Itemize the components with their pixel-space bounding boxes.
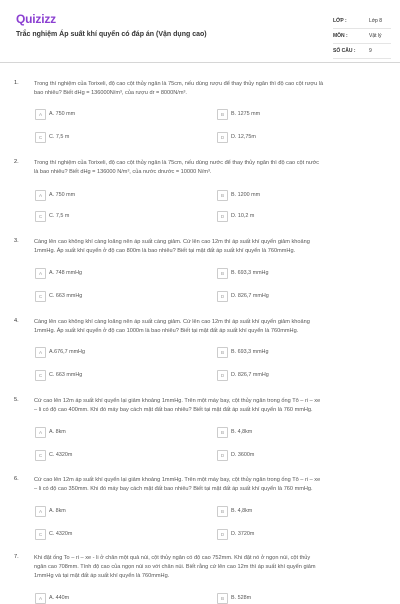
option-text: B. 4,8km	[231, 429, 253, 435]
question-line: Càng lên cao không khí càng loãng nên áp suất càng giảm. Cứ lên cao 12m thì áp suất khí quyển giảm khoảng	[34, 319, 310, 325]
meta-row-subject	[333, 29, 391, 44]
option-b[interactable]	[217, 190, 385, 201]
meta-value: Lớp 8	[369, 18, 383, 24]
option-a[interactable]	[35, 347, 203, 358]
option-text: D. 10,2 m	[231, 213, 255, 219]
option-text: C. 7,5 m	[49, 213, 70, 219]
worksheet-header	[0, 0, 400, 63]
option-letter-box: A	[35, 190, 46, 201]
option-text: B. 1275 mm	[231, 111, 261, 117]
option-letter-box: C	[35, 450, 46, 461]
option-text: D. 826,7 mmHg	[231, 293, 269, 299]
question-text	[34, 238, 386, 256]
option-b[interactable]	[217, 109, 385, 120]
option-text: B. 693,3 mmHg	[231, 349, 269, 355]
option-letter-box: B	[217, 427, 228, 438]
question-line: bao nhiêu? Biết dHg = 136000N/m³, của rượu dr = 8000N/m³.	[34, 90, 187, 96]
option-b[interactable]	[217, 506, 385, 517]
question-number: 1.	[14, 80, 19, 86]
option-text: A. 8km	[49, 508, 66, 514]
meta-key: LỚP :	[333, 18, 347, 24]
question-number: 3.	[14, 238, 19, 244]
option-text: B. 4,8km	[231, 508, 253, 514]
question-line: là bao nhiêu? Biết dHg = 136000 N/m³, của nước dnước = 10000 N/m³.	[34, 169, 212, 175]
question-line: Cứ cao lên 12m áp suất khí quyển lại giảm khoảng 1mmHg. Trên một máy bay, cột thủy ngân trong ống Tô – ri – xe	[34, 398, 321, 404]
option-c[interactable]	[35, 370, 203, 381]
option-text: A. 440m	[49, 595, 70, 601]
option-letter-box: A	[35, 427, 46, 438]
option-d[interactable]	[217, 529, 385, 540]
question-text	[34, 318, 386, 336]
option-text: B. 1200 mm	[231, 192, 261, 198]
meta-row-class	[333, 14, 391, 29]
option-text: C. 663 mmHg	[49, 372, 83, 378]
option-letter-box: C	[35, 132, 46, 143]
question-number: 6.	[14, 476, 19, 482]
question-text	[34, 159, 386, 177]
question-text	[34, 554, 386, 581]
option-a[interactable]	[35, 190, 203, 201]
option-letter-box: D	[217, 291, 228, 302]
option-text: C. 4320m	[49, 452, 73, 458]
question-line: Càng lên cao không khí càng loãng nên áp suất càng giảm. Cứ lên cao 12m thì áp suất khí quyển giảm khoảng	[34, 239, 310, 245]
question-number: 2.	[14, 159, 19, 165]
option-text: A. 748 mmHg	[49, 270, 82, 276]
worksheet-title: Trắc nghiệm Áp suất khí quyển có đáp án (Vận dụng cao)	[16, 31, 207, 38]
option-letter-box: D	[217, 529, 228, 540]
question-text	[34, 80, 386, 98]
question-number: 4.	[14, 318, 19, 324]
option-letter-box: B	[217, 190, 228, 201]
option-a[interactable]	[35, 593, 203, 604]
option-c[interactable]	[35, 211, 203, 222]
option-d[interactable]	[217, 450, 385, 461]
option-letter-box: D	[217, 450, 228, 461]
option-text: A. 8km	[49, 429, 66, 435]
question-line: 1mmHg và tại mặt đất áp suất khí quyển là 760mmHg.	[34, 573, 170, 579]
option-letter-box: A	[35, 347, 46, 358]
question-line: – li có độ cao 350mm. Khi đó máy bay cách mặt đất bao nhiêu? Biết tại mặt đất áp suất khí quyển là 760 mmHg.	[34, 486, 313, 492]
option-letter-box: A	[35, 506, 46, 517]
meta-key: SỐ CÂU :	[333, 48, 356, 54]
option-letter-box: D	[217, 211, 228, 222]
option-text: C. 4320m	[49, 531, 73, 537]
option-a[interactable]	[35, 506, 203, 517]
option-letter-box: B	[217, 593, 228, 604]
question-line: 1mmHg. Áp suất khí quyển ở độ cao 800m là bao nhiêu? Biết tại mặt đất áp suất khí quyển là 760mmHg.	[34, 248, 296, 254]
option-b[interactable]	[217, 427, 385, 438]
question-line: Khi đặt ống To – ri – xe - li ở chân một quả núi, cột thủy ngân có độ cao 752mm. Khi đặt nó ở ngọn núi, cột thủy	[34, 555, 311, 561]
option-c[interactable]	[35, 291, 203, 302]
option-a[interactable]	[35, 427, 203, 438]
option-b[interactable]	[217, 268, 385, 279]
option-letter-box: B	[217, 109, 228, 120]
option-letter-box: C	[35, 370, 46, 381]
question-number: 7.	[14, 554, 19, 560]
option-d[interactable]	[217, 132, 385, 143]
quizizz-logo: Quizizz	[16, 12, 56, 26]
question-line: Trong thí nghiệm của Torixeli, độ cao cột thủy ngân là 75cm, nếu dùng rượu để thay thủy ngân thì độ cao cột rượu là	[34, 81, 324, 87]
option-c[interactable]	[35, 450, 203, 461]
option-text: A.676,7 mmHg	[49, 349, 85, 355]
option-letter-box: D	[217, 132, 228, 143]
question-line: Cứ cao lên 12m áp suất khí quyển lại giảm khoảng 1mmHg. Trên một máy bay, cột thủy ngân trong ống Tô – ri – xe	[34, 477, 321, 483]
option-a[interactable]	[35, 268, 203, 279]
option-b[interactable]	[217, 347, 385, 358]
option-letter-box: B	[217, 506, 228, 517]
option-text: C. 663 mmHg	[49, 293, 83, 299]
option-text: B. 693,3 mmHg	[231, 270, 269, 276]
option-c[interactable]	[35, 529, 203, 540]
question-line: 1mmHg. Áp suất khí quyển ở độ cao 1000m là bao nhiêu? Biết tại mặt đất áp suất khí quyển là 760mmHg.	[34, 328, 299, 334]
question-line: ngân cao 708mm. Tính độ cao của ngọn núi so với chân núi. Biết rằng cứ lên cao 12m thì áp suất khí quyển giảm	[34, 564, 316, 570]
option-letter-box: B	[217, 347, 228, 358]
option-d[interactable]	[217, 291, 385, 302]
option-b[interactable]	[217, 593, 385, 604]
option-letter-box: A	[35, 593, 46, 604]
meta-value: Vật lý	[369, 33, 382, 39]
option-text: A. 750 mm	[49, 111, 76, 117]
option-text: D. 3720m	[231, 531, 255, 537]
option-a[interactable]	[35, 109, 203, 120]
option-letter-box: C	[35, 211, 46, 222]
option-text: C. 7,5 m	[49, 134, 70, 140]
option-text: D. 3600m	[231, 452, 255, 458]
option-text: A. 750 mm	[49, 192, 76, 198]
question-line: Trong thí nghiệm của Torixeli, độ cao cột thủy ngân là 75cm, nếu dùng nước để thay thủy ngân thì độ cao cột nước	[34, 160, 320, 166]
meta-row-count	[333, 44, 391, 59]
option-text: D. 12,75m	[231, 134, 256, 140]
question-text	[34, 397, 386, 415]
meta-value: 9	[369, 48, 372, 54]
option-letter-box: B	[217, 268, 228, 279]
question-text	[34, 476, 386, 494]
option-text: B. 528m	[231, 595, 252, 601]
option-c[interactable]	[35, 132, 203, 143]
option-text: D. 826,7 mmHg	[231, 372, 269, 378]
option-letter-box: C	[35, 529, 46, 540]
option-letter-box: D	[217, 370, 228, 381]
meta-key: MÔN :	[333, 33, 348, 39]
worksheet-meta	[333, 14, 391, 59]
question-line: – li có độ cao 400mm. Khi đó máy bay cách mặt đất bao nhiêu? Biết tại mặt đất áp suất khí quyển là 760 mmHg.	[34, 407, 313, 413]
option-letter-box: C	[35, 291, 46, 302]
question-number: 5.	[14, 397, 19, 403]
option-d[interactable]	[217, 370, 385, 381]
option-d[interactable]	[217, 211, 385, 222]
option-letter-box: A	[35, 109, 46, 120]
option-letter-box: A	[35, 268, 46, 279]
